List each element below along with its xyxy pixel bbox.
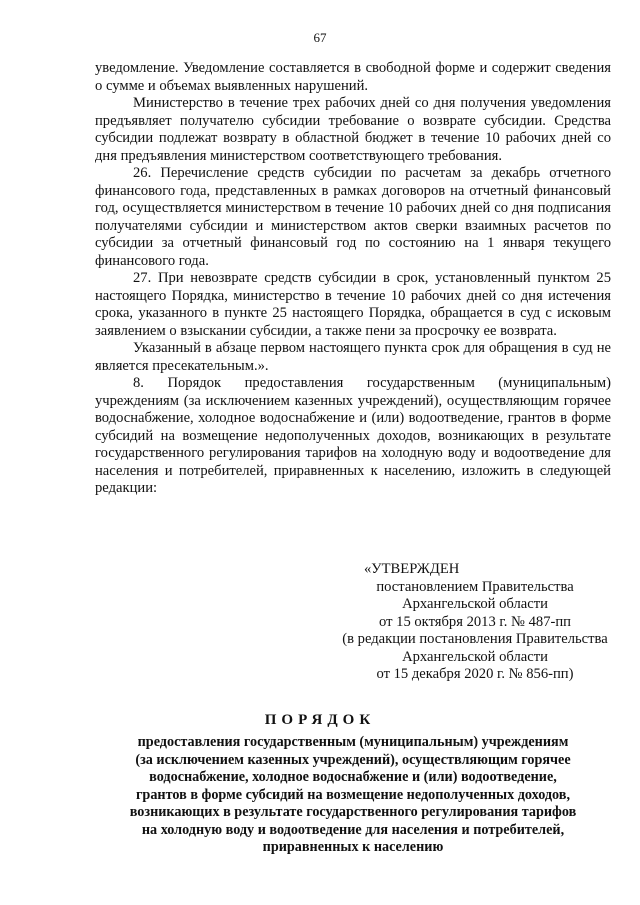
approval-line: Архангельской области: [402, 648, 548, 665]
paragraph-item-8: 8. Порядок предоставления государственным (муниципальным) учреждениям (за исключением казенных учреждений), осуществляющим горячее водоснабжение, холодное водоснабжение и (или) водоотведение, грантов в форме субсидий на возмещение недополученных доходов, возникающих в результате государственного регулирования тарифов на холодную воду и водоотведение для населения и потребителей, приравненных к населению, изложить в следующей редакции:: [95, 375, 611, 496]
approval-line: постановлением Правительства: [376, 578, 574, 595]
paragraph-item-26: 26. Перечисление средств субсидии по расчетам за декабрь отчетного финансового года, представленных в рамках договоров на отчетный финансовый год, осуществляется министерством в течение 10 рабочих дней со дня подписания получателями субсидии и министерством актов сверки взаимных расчетов по субсидии за отчетный финансовый год по состоянию на 1 января текущего финансового года.: [95, 165, 611, 269]
subtitle-line: водоснабжение, холодное водоснабжение и (или) водоотведение,: [149, 769, 557, 785]
approval-stamp-block: [325, 561, 625, 684]
body-text: [95, 60, 611, 498]
subtitle-line: возникающих в результате государственного регулирования тарифов: [129, 804, 577, 820]
approval-line: от 15 декабря 2020 г. № 856-пп): [376, 666, 574, 682]
approval-line: Архангельской области: [402, 596, 548, 612]
page-number: 67: [313, 30, 327, 45]
document-subtitle: [95, 734, 611, 857]
paragraph-refund-requirement: Министерство в течение трех рабочих дней со дня получения уведомления предъявляет получателю субсидии требование о возврате субсидии. Средства субсидии подлежат возврату в областной бюджет в течение 10 рабочих дней со дня предъявления министерством соответствующего требования.: [95, 95, 611, 164]
paragraph-item-27: 27. При невозврате средств субсидии в срок, установленный пунктом 25 настоящего Порядка, министерство в течение 10 рабочих дней со дня истечения срока, указанного в пункте 25 настоящего Порядка, обращается в суд с исковым заявлением о взыскании субсидии, а также пени за просрочку ее возврата.: [95, 270, 611, 339]
approval-line: от 15 октября 2013 г. № 487-пп: [379, 613, 571, 630]
subtitle-line: приравненных к населению: [262, 839, 444, 855]
approval-heading: «УТВЕРЖДЕН: [364, 561, 460, 577]
subtitle-line: предоставления государственным (муниципальным) учреждениям: [137, 734, 569, 750]
approval-line: (в редакции постановления Правительства: [342, 631, 608, 647]
document-title: ПОРЯДОК: [264, 712, 376, 728]
subtitle-line: грантов в форме субсидий на возмещение недополученных доходов,: [135, 786, 571, 803]
paragraph-notification-continuation: уведомление. Уведомление составляется в свободной форме и содержит сведения о сумме и объемах выявленных нарушений.: [95, 60, 611, 94]
subtitle-line: на холодную воду и водоотведение для населения и потребителей,: [141, 821, 565, 838]
paragraph-term-note: Указанный в абзаце первом настоящего пункта срок для обращения в суд не является пресекательным.».: [95, 340, 611, 374]
subtitle-line: (за исключением казенных учреждений), осуществляющим горячее: [135, 751, 571, 768]
